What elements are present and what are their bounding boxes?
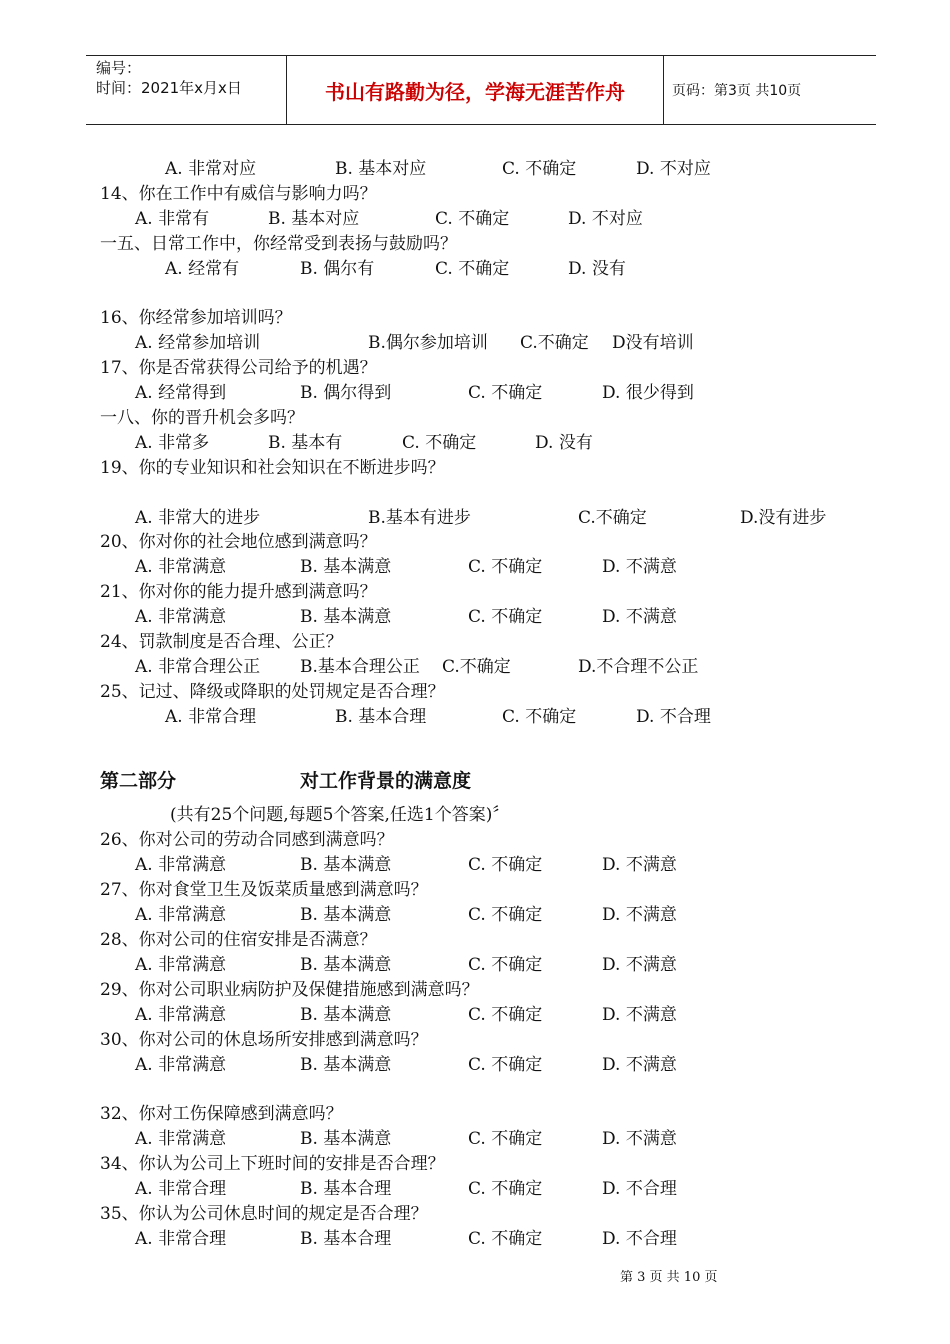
answer-option: C. 不确定 <box>468 855 543 875</box>
question-label: 25、记过、降级或降职的处罚规定是否合理？ <box>100 682 445 702</box>
page-footer: 第 3 页 共 10 页 <box>620 1270 718 1285</box>
answer-option: C.不确定 <box>442 657 511 677</box>
answer-option: B. 基本满意 <box>300 955 392 975</box>
answer-option: C.不确定 <box>578 508 647 528</box>
answer-option: C. 不确定 <box>468 1179 543 1199</box>
answer-option: C. 不确定 <box>468 1129 543 1149</box>
question-label: 24、罚款制度是否合理、公正？ <box>100 632 343 652</box>
answer-option: B. 基本满意 <box>300 1129 392 1149</box>
answer-option: C. 不确定 <box>468 383 543 403</box>
question-label: 一八、你的晋升机会多吗？ <box>100 408 304 428</box>
answer-option: C. 不确定 <box>468 1229 543 1249</box>
answer-option: B. 基本对应 <box>335 159 427 179</box>
answer-option: A. 非常多 <box>135 433 210 453</box>
answer-option: C. 不确定 <box>402 433 477 453</box>
answer-option: B. 基本满意 <box>300 905 392 925</box>
answer-option: B. 基本对应 <box>268 209 360 229</box>
answer-option: D. 不满意 <box>602 955 677 975</box>
question-label: 27、你对食堂卫生及饭菜质量感到满意吗？ <box>100 880 428 900</box>
answer-option: D. 不满意 <box>602 1129 677 1149</box>
answer-option: B. 基本满意 <box>300 855 392 875</box>
answer-option: B. 基本合理 <box>300 1229 392 1249</box>
header-meta <box>96 58 242 98</box>
answer-option: A. 非常对应 <box>165 159 257 179</box>
question-label: 14、你在工作中有威信与影响力吗？ <box>100 184 377 204</box>
answer-option: D. 不对应 <box>568 209 643 229</box>
answer-option: A. 非常满意 <box>135 607 227 627</box>
answer-option: B. 基本合理 <box>335 707 427 727</box>
answer-option: A. 经常有 <box>165 259 240 279</box>
answer-option: B. 偶尔有 <box>300 259 375 279</box>
answer-option: D. 没有 <box>535 433 593 453</box>
answer-option: B. 偶尔得到 <box>300 383 392 403</box>
answer-option: C. 不确定 <box>468 955 543 975</box>
answer-option: D. 不合理 <box>602 1179 677 1199</box>
answer-option: C. 不确定 <box>435 209 510 229</box>
answer-option: D. 不满意 <box>602 855 677 875</box>
answer-option: C. 不确定 <box>468 557 543 577</box>
answer-option: A. 非常满意 <box>135 1129 227 1149</box>
question-label: 34、你认为公司上下班时间的安排是否合理？ <box>100 1154 445 1174</box>
answer-option: C. 不确定 <box>502 707 577 727</box>
answer-option: A. 非常满意 <box>135 855 227 875</box>
question-label: 32、你对工伤保障感到满意吗？ <box>100 1104 343 1124</box>
answer-option: A. 非常大的进步 <box>135 508 261 528</box>
answer-option: D.没有进步 <box>740 508 827 528</box>
answer-option: D. 不满意 <box>602 607 677 627</box>
page-header <box>86 55 876 125</box>
question-label: 30、你对公司的休息场所安排感到满意吗？ <box>100 1030 428 1050</box>
question-label: 35、你认为公司休息时间的规定是否合理？ <box>100 1204 428 1224</box>
answer-option: C.不确定 <box>520 333 589 353</box>
answer-option: D没有培训 <box>612 333 694 353</box>
answer-option: A. 非常有 <box>135 209 210 229</box>
answer-option: B.偶尔参加培训 <box>368 333 488 353</box>
question-label: 26、你对公司的劳动合同感到满意吗？ <box>100 830 394 850</box>
answer-option: C. 不确定 <box>468 1055 543 1075</box>
answer-option: A. 非常合理 <box>165 707 257 727</box>
answer-option: A. 非常满意 <box>135 905 227 925</box>
question-label: 28、你对公司的住宿安排是否满意？ <box>100 930 377 950</box>
answer-option: D. 不合理 <box>636 707 711 727</box>
question-label: 17、你是否常获得公司给予的机遇？ <box>100 358 377 378</box>
answer-option: B.基本有进步 <box>368 508 471 528</box>
question-label: 29、你对公司职业病防护及保健措施感到满意吗？ <box>100 980 479 1000</box>
document-time: 时间：2021年x月x日 <box>96 79 242 97</box>
answer-option: C. 不确定 <box>435 259 510 279</box>
answer-option: B. 基本合理 <box>300 1179 392 1199</box>
answer-option: D. 不满意 <box>602 1005 677 1025</box>
answer-option: D.不合理不公正 <box>578 657 699 677</box>
answer-option: A. 非常满意 <box>135 557 227 577</box>
answer-option: C. 不确定 <box>468 607 543 627</box>
answer-option: D. 不对应 <box>636 159 711 179</box>
answer-option: A. 非常合理 <box>135 1179 227 1199</box>
answer-option: C. 不确定 <box>468 905 543 925</box>
section-label: 第二部分 <box>100 770 177 792</box>
header-motto: 书山有路勤为径，学海无涯苦作舟 <box>286 56 664 124</box>
question-label: (共有25个问题,每题5个答案,任选1个答案)〞 <box>170 805 510 825</box>
answer-option: B. 基本满意 <box>300 607 392 627</box>
answer-option: A. 非常合理 <box>135 1229 227 1249</box>
answer-option: D. 不满意 <box>602 1055 677 1075</box>
answer-option: D. 不满意 <box>602 557 677 577</box>
answer-option: A. 非常满意 <box>135 1055 227 1075</box>
question-label: 16、你经常参加培训吗？ <box>100 308 292 328</box>
answer-option: C. 不确定 <box>468 1005 543 1025</box>
question-label: 21、你对你的能力提升感到满意吗？ <box>100 582 377 602</box>
answer-option: D. 不合理 <box>602 1229 677 1249</box>
answer-option: A. 经常参加培训 <box>135 333 261 353</box>
answer-option: D. 没有 <box>568 259 626 279</box>
answer-option: A. 非常满意 <box>135 955 227 975</box>
answer-option: B. 基本有 <box>268 433 343 453</box>
answer-option: C. 不确定 <box>502 159 577 179</box>
answer-option: D. 不满意 <box>602 905 677 925</box>
answer-option: B. 基本满意 <box>300 1005 392 1025</box>
answer-option: A. 非常合理公正 <box>135 657 261 677</box>
answer-option: A. 非常满意 <box>135 1005 227 1025</box>
answer-option: D. 很少得到 <box>602 383 694 403</box>
header-page-number: 页码：第3页 共10页 <box>672 83 802 99</box>
answer-option: B. 基本满意 <box>300 1055 392 1075</box>
question-label: 一五、日常工作中，你经常受到表扬与鼓励吗？ <box>100 234 457 254</box>
question-label: 19、你的专业知识和社会知识在不断进步吗？ <box>100 458 445 478</box>
section-title: 对工作背景的满意度 <box>300 770 472 792</box>
question-label: 20、你对你的社会地位感到满意吗？ <box>100 532 377 552</box>
answer-option: B. 基本满意 <box>300 557 392 577</box>
answer-option: A. 经常得到 <box>135 383 227 403</box>
answer-option: B.基本合理公正 <box>300 657 420 677</box>
document-number: 编号： <box>96 59 142 77</box>
